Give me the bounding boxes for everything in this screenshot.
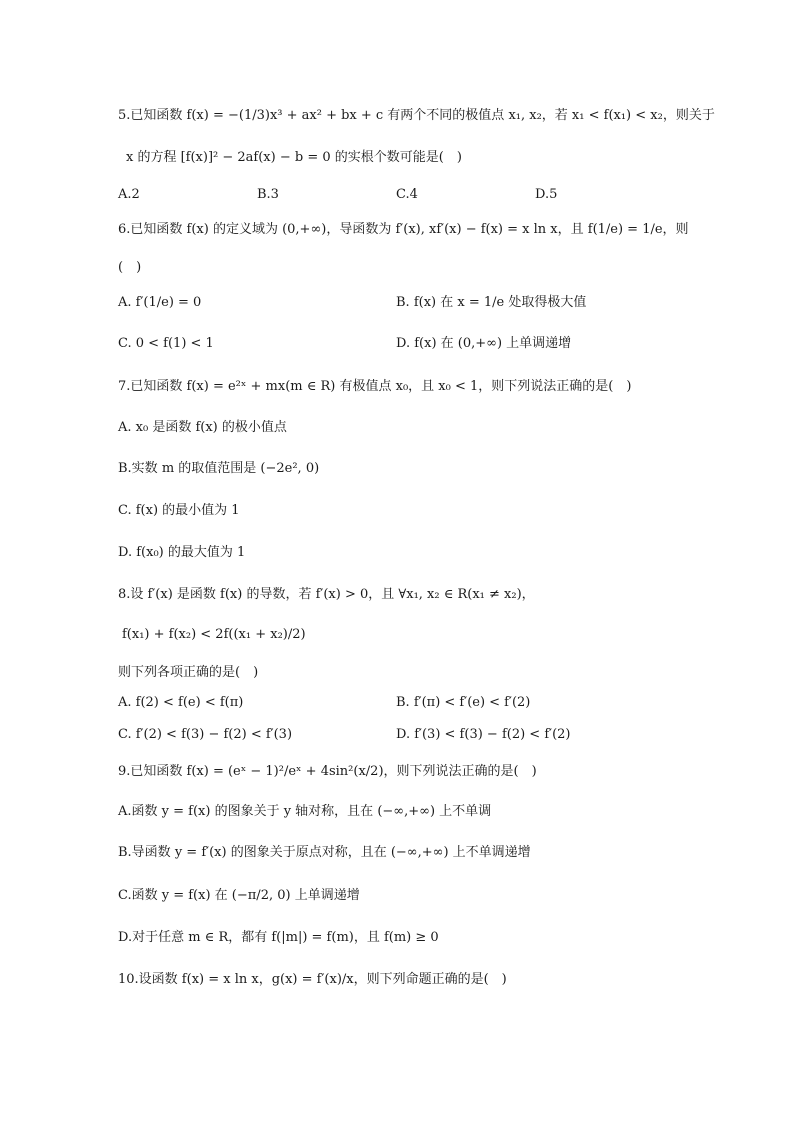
q7-option-a: A. x₀ 是函数 f(x) 的极小值点 [118, 420, 287, 435]
q6-stem-line2: ( ) [118, 260, 142, 275]
q5-option-c: C.4 [396, 187, 418, 202]
q8-option-b: B. f′(π) < f′(e) < f′(2) [396, 695, 531, 710]
q8-option-a: A. f(2) < f(e) < f(π) [118, 695, 244, 710]
q8-stem-line3: 则下列各项正确的是( ) [118, 665, 259, 680]
q9-option-c: C.函数 y = f(x) 在 (−π/2, 0) 上单调递增 [118, 888, 360, 903]
q7-option-b: B.实数 m 的取值范围是 (−2e², 0) [118, 461, 320, 476]
q9-stem-line1: 9.已知函数 f(x) = (eˣ − 1)²/eˣ + 4sin²(x/2)，则下列说法正确的是( ) [118, 764, 537, 779]
q6-option-a: A. f′(1/e) = 0 [118, 295, 202, 310]
q5-option-b: B.3 [257, 187, 279, 202]
q6-option-c: C. 0 < f(1) < 1 [118, 336, 214, 351]
q6-stem-line1: 6.已知函数 f(x) 的定义域为 (0,+∞)，导函数为 f′(x), xf′(x) − f(x) = x ln x，且 f(1/e) = 1/e，则 [118, 222, 689, 237]
q9-option-b: B.导函数 y = f′(x) 的图象关于原点对称，且在 (−∞,+∞) 上不单调递增 [118, 845, 531, 860]
q9-option-d: D.对于任意 m ∈ R，都有 f(|m|) = f(m)，且 f(m) ≥ 0 [118, 930, 439, 945]
q6-option-d: D. f(x) 在 (0,+∞) 上单调递增 [396, 336, 572, 351]
q10-stem-line1: 10.设函数 f(x) = x ln x，g(x) = f′(x)/x，则下列命题正确的是( ) [118, 972, 507, 987]
q8-option-c: C. f′(2) < f(3) − f(2) < f′(3) [118, 727, 293, 742]
q7-option-c: C. f(x) 的最小值为 1 [118, 503, 240, 518]
q5-stem-line2: x 的方程 [f(x)]² − 2af(x) − b = 0 的实根个数可能是( ) [126, 150, 462, 165]
q6-option-b: B. f(x) 在 x = 1/e 处取得极大值 [396, 295, 587, 310]
q8-option-d: D. f′(3) < f(3) − f(2) < f′(2) [396, 727, 571, 742]
q7-stem-line1: 7.已知函数 f(x) = e²ˣ + mx(m ∈ R) 有极值点 x₀，且 x₀ < 1，则下列说法正确的是( ) [118, 379, 632, 394]
q8-stem-line1: 8.设 f′(x) 是函数 f(x) 的导数，若 f′(x) > 0，且 ∀x₁, x₂ ∈ R(x₁ ≠ x₂)， [118, 587, 535, 602]
q8-stem-line2: f(x₁) + f(x₂) < 2f((x₁ + x₂)/2) [122, 627, 306, 642]
q5-stem-line1: 5.已知函数 f(x) = −(1/3)x³ + ax² + bx + c 有两个不同的极值点 x₁, x₂，若 x₁ < f(x₁) < x₂，则关于 [118, 108, 715, 123]
q5-option-d: D.5 [535, 187, 558, 202]
q9-option-a: A.函数 y = f(x) 的图象关于 y 轴对称，且在 (−∞,+∞) 上不单调 [118, 804, 492, 819]
q7-option-d: D. f(x₀) 的最大值为 1 [118, 545, 246, 560]
q5-option-a: A.2 [118, 187, 140, 202]
